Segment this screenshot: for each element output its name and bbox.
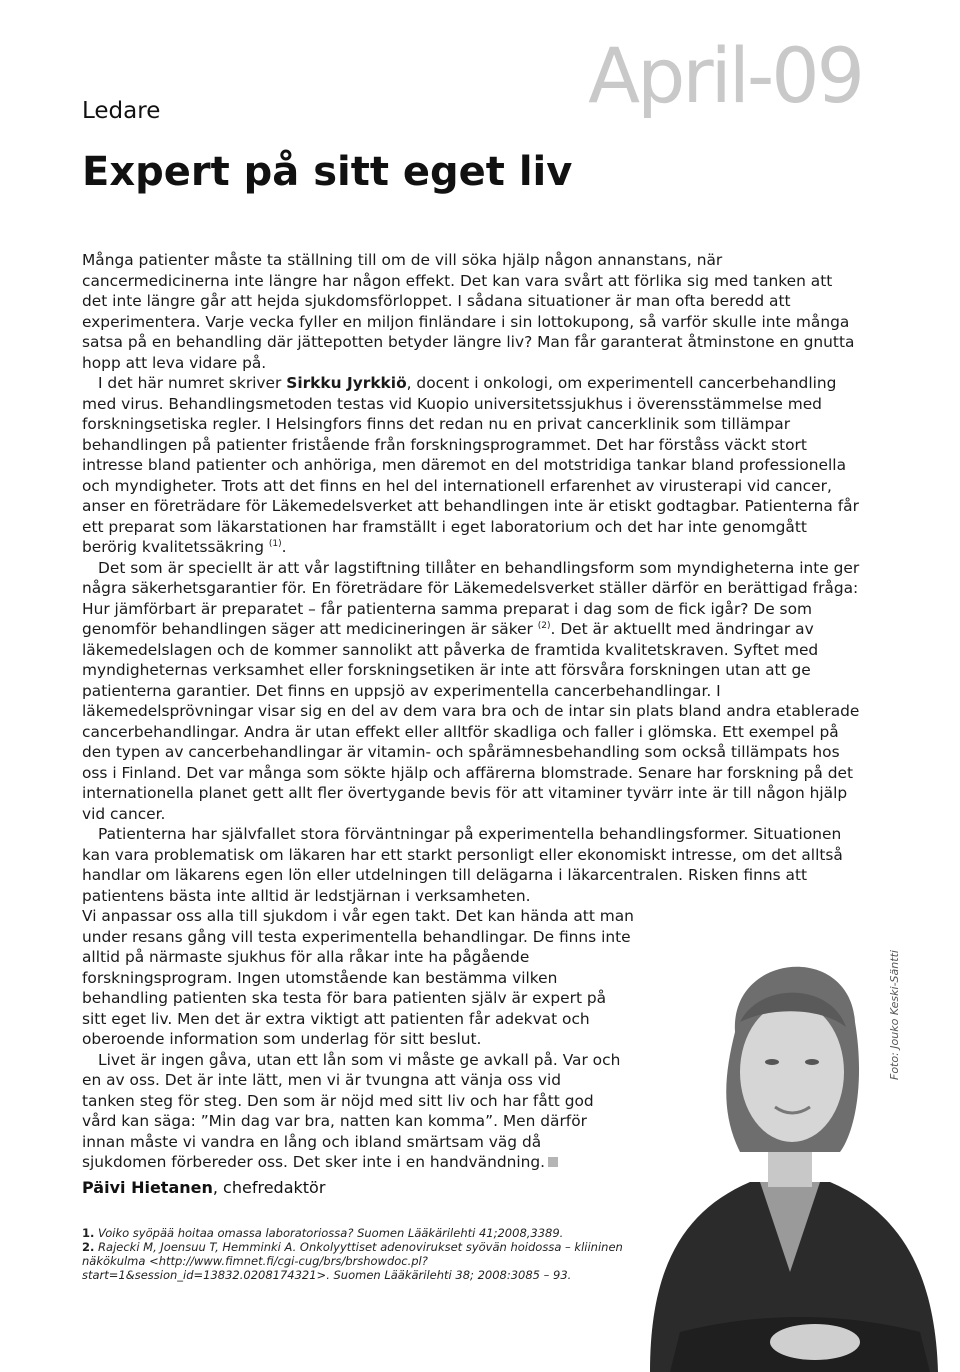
end-of-article-mark [548, 1157, 558, 1167]
reference-marker-1: (1) [268, 538, 282, 549]
section-label: Ledare [82, 98, 161, 124]
signature [82, 1178, 325, 1197]
paragraph-1: Många patienter måste ta ställning till om de vill söka hjälp någon annanstans, när cancermedicinerna inte längre har någon effekt. Det kan vara svårt att förlika sig med tanken att det inte längre går att hejda sjukdomsförloppet. I sådana situationer är man ofta beredd att experimentera. Varje vecka fyller en miljon finländare i sin lottokupong, så varför skulle inte många satsa på en behandling där jättepotten betyder längre liv? Man får garanterat åtminstone en gnutta hopp att leva vidare på. [82, 251, 855, 372]
signature-name: Päivi Hietanen [82, 1178, 213, 1197]
reference-1: 1. Voiko syöpää hoitaa omassa laboratoriossa? Suomen Lääkärilehti 41;2008,3389. [82, 1226, 564, 1240]
paragraph-5: Vi anpassar oss alla till sjukdom i vår egen takt. Det kan hända att man under resans gång vill testa experimentella behandlingar. De finns inte alltid på närmaste sjukhus för alla råkar inte ha pågående forskningsprogram. Ingen utomstående kan bestämma vilken behandling patienten ska testa för bara patienten själv är expert på sitt eget liv. Men det är extra viktigt att patienten får adekvat och oberoende information som underlag för sitt beslut. [82, 907, 634, 1048]
portrait-face [740, 1002, 844, 1142]
paragraph-6: Livet är ingen gåva, utan ett lån som vi måste ge avkall på. Var och en av oss. Det är inte lätt, men vi är tvungna att vänja oss vid tanken steg för steg. Den som är nöjd med sitt liv och har fått god vård kan säga: ”Min dag var bra, natten kan komma”. Men därför innan måste vi vandra en lång och ibland smärtsam väg då sjukdomen förbereder oss. Det sker inte i en handvändning. [82, 1050, 621, 1171]
references [82, 1226, 642, 1282]
issue-date: April-09 [588, 31, 862, 120]
signature-role: , chefredaktör [212, 1178, 326, 1197]
paragraph-3: Det som är speciellt är att vår lagstiftning tillåter en behandlingsform som myndigheterna inte ger några säkerhetsgarantier för. En företrädare för Läkemedelsverket ställer därför en berättigad fråga: Hur jämförbart är preparatet – får patienterna samma preparat i dag som de fick igår? De som genomför behandlingen säger att medicineringen är säker $^{(2)}$. Det är aktuellt med ändringar av läkemedelslagen och de kommer sannolikt att påverka de framtida kvalitetskraven. Syftet med myndigheternas verksamhet eller forskningsetiken är inte att försvåra forskningen utan att ge patienterna garantier. Det finns en uppsjö av experimentella cancerbehandlingar. I läkemedelsprövningar visar sig en del av dem vara bra och de intar sin plats bland andra etablerade cancerbehandlingar. Andra är utan effekt eller alltför skadliga och faller i glömska. Ett exempel på den typen av cancerbehandlingar är vitamin- och spårämnesbehandling som också tillämpats hos oss i Finland. Det var många som sökte hjälp och affärerna blomstrade. Senare har forskning på det internationella planet gett allt fler övertygande bevis för att vitaminer tyvärr inte är till någon hjälp vid cancer. [82, 558, 860, 823]
paragraph-4: Patienterna har självfallet stora förväntningar på experimentella behandlingsformer. Situationen kan vara problematisk om läkaren har ett starkt personligt eller ekonomiskt intresse, om det alltså handlar om läkarens egen lön eller utdelningen till delägarna i läkarcentralen. Risken finns att patientens bästa inte alltid är ledstjärnan i verksamheten. [82, 825, 843, 905]
reference-2: 2. Rajecki M, Joensuu T, Hemminki A. Onkolyyttiset adenovirukset syövän hoidossa – kliininen näkökulma <http://www.fimnet.fi/cgi-cug/brs/brshowdoc.pl?start=1&session_id=13832.0208174321>. Suomen Lääkärilehti 38; 2008:3085 – 93. [82, 1240, 623, 1282]
photo-credit: Foto: Jouko Keski-Säntti [888, 950, 901, 1080]
reference-marker-2: (2) [537, 620, 551, 631]
author-name: Sirkku Jyrkkiö [286, 374, 407, 392]
article-title: Expert på sitt eget liv [82, 149, 573, 195]
portrait-hands [770, 1324, 860, 1360]
paragraph-2: I det här numret skriver Sirkku Jyrkkiö, docent i onkologi, om experimentell cancerbehandling med virus. Behandlingsmetoden testas vid Kuopio universitetssjukhus i överensstämmelse med forskningsetiska regler. I Helsingfors finns det redan nu en privat cancerklinik som tillämpar behandlingen på patienter fristående från forskningsprogrammet. Det har förståss väckt stort intresse bland patienter och anhöriga, men däremot en del motstridiga tankar bland professionella och myndigheter. Trots att det finns en hel del internationell erfarenhet av virusterapi vid cancer, anser en företrädare för Läkemedelsverket att behandlingen inte är etiskt godtagbar. Patienterna får ett preparat som läkarstationen har framställt i eget laboratorium och det har inte genomgått berörig kvalitetssäkring $^{(1)}$. [82, 374, 859, 556]
